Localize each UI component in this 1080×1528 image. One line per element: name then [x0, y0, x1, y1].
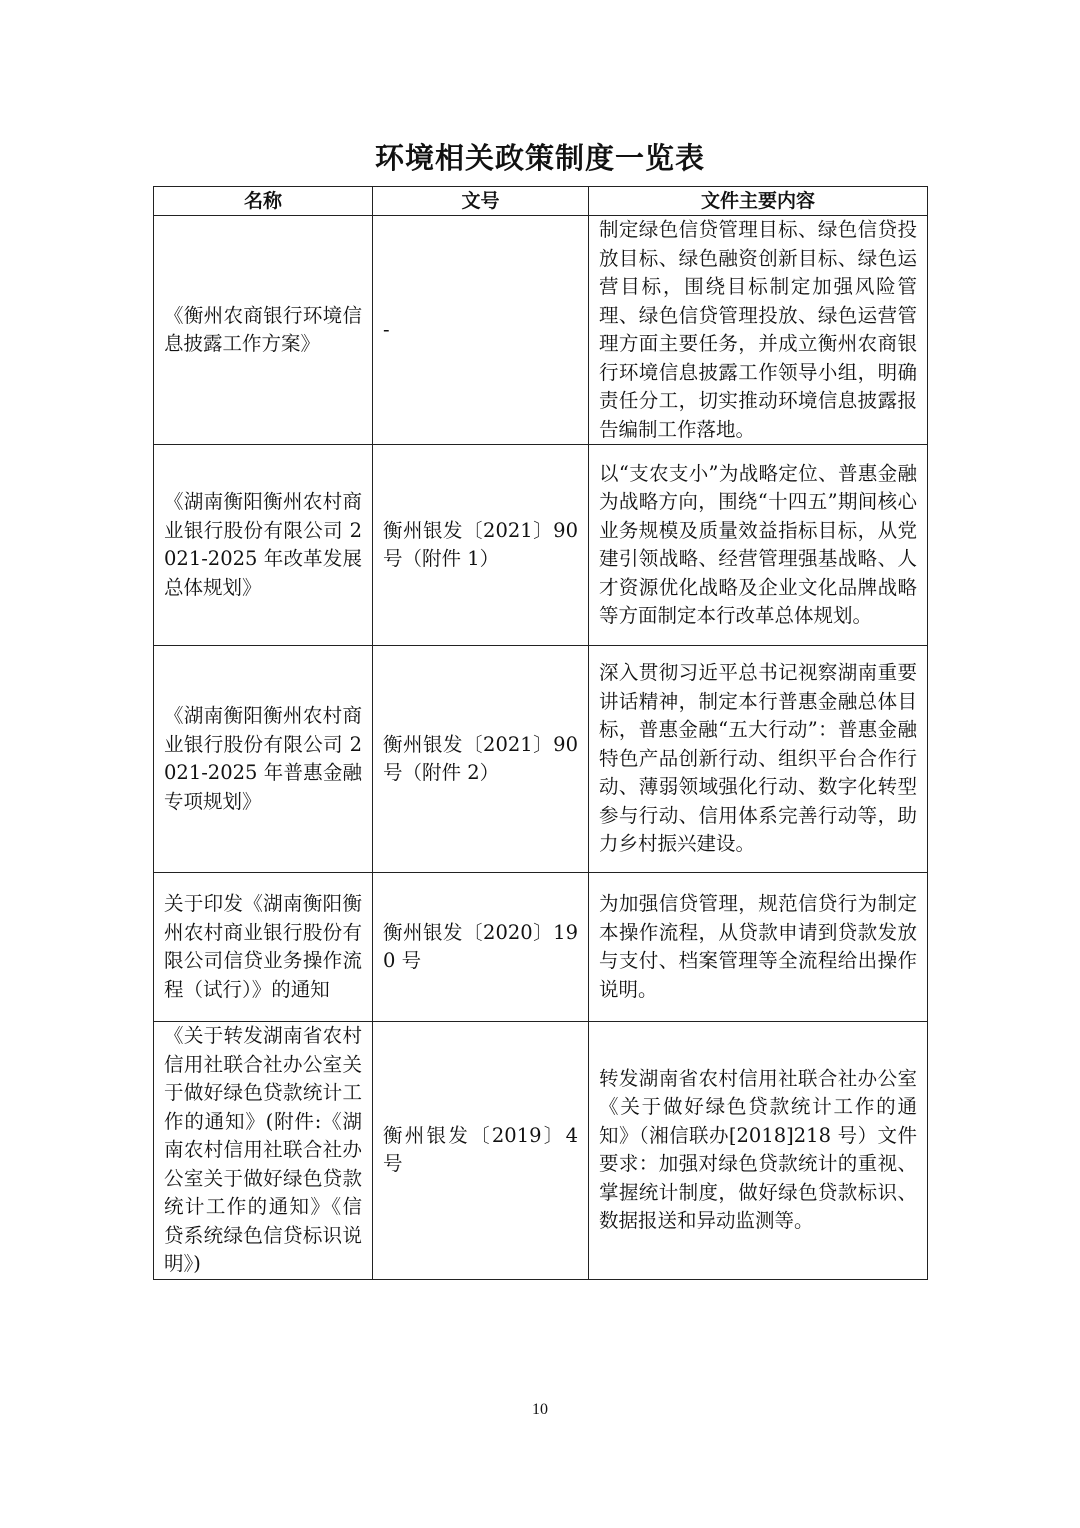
- page-number: 10: [532, 1401, 548, 1418]
- policy-content: 为加强信贷管理，规范信贷行为制定本操作流程，从贷款申请到贷款发放与支付、档案管理等全流程给出操作说明。: [589, 873, 928, 1022]
- policy-content: 以“支农支小”为战略定位、普惠金融为战略方向，围绕“十四五”期间核心业务规模及质量效益指标目标，从党建引领战略、经营管理强基战略、人才资源优化战略及企业文化品牌战略等方面制定本行改革总体规划。: [589, 445, 928, 646]
- policy-doc-no: 衡州银发〔2021〕90 号（附件 1）: [373, 445, 589, 646]
- policy-name: 关于印发《湖南衡阳衡州农村商业银行股份有限公司信贷业务操作流程（试行）》的通知: [154, 873, 373, 1022]
- table-row: [154, 216, 928, 445]
- table-row: [154, 445, 928, 646]
- header-content: 文件主要内容: [589, 187, 928, 216]
- policy-doc-no: -: [373, 216, 589, 445]
- policy-content: 转发湖南省农村信用社联合社办公室《关于做好绿色贷款统计工作的通知》（湘信联办[2018]218 号）文件要求：加强对绿色贷款统计的重视、掌握统计制度，做好绿色贷款标识、数据报送和异动监测等。: [589, 1022, 928, 1280]
- policy-doc-no: 衡州银发〔2019〕4 号: [373, 1022, 589, 1280]
- header-name: 名称: [154, 187, 373, 216]
- policy-doc-no: 衡州银发〔2021〕90 号（附件 2）: [373, 646, 589, 873]
- policy-content: 深入贯彻习近平总书记视察湖南重要讲话精神，制定本行普惠金融总体目标，普惠金融“五大行动”：普惠金融特色产品创新行动、组织平台合作行动、薄弱领域强化行动、数字化转型参与行动、信用体系完善行动等，助力乡村振兴建设。: [589, 646, 928, 873]
- policy-name: 《衡州农商银行环境信息披露工作方案》: [154, 216, 373, 445]
- table-row: [154, 873, 928, 1022]
- policy-table: [153, 186, 928, 1280]
- table-row: [154, 646, 928, 873]
- policy-name: 《关于转发湖南省农村信用社联合社办公室关于做好绿色贷款统计工作的通知》(附件:《湖南农村信用社联合社办公室关于做好绿色贷款统计工作的通知》《信贷系统绿色信贷标识说明》): [154, 1022, 373, 1280]
- policy-content: 制定绿色信贷管理目标、绿色信贷投放目标、绿色融资创新目标、绿色运营目标，围绕目标制定加强风险管理、绿色信贷管理投放、绿色运营管理方面主要任务，并成立衡州农商银行环境信息披露工作领导小组，明确责任分工，切实推动环境信息披露报告编制工作落地。: [589, 216, 928, 445]
- table-header-row: [154, 187, 928, 216]
- policy-doc-no: 衡州银发〔2020〕190 号: [373, 873, 589, 1022]
- page-title: 环境相关政策制度一览表: [374, 141, 705, 175]
- table-row: [154, 1022, 928, 1280]
- policy-name: 《湖南衡阳衡州农村商业银行股份有限公司 2021-2025 年改革发展总体规划》: [154, 445, 373, 646]
- policy-name: 《湖南衡阳衡州农村商业银行股份有限公司 2021-2025 年普惠金融专项规划》: [154, 646, 373, 873]
- header-doc-no: 文号: [373, 187, 589, 216]
